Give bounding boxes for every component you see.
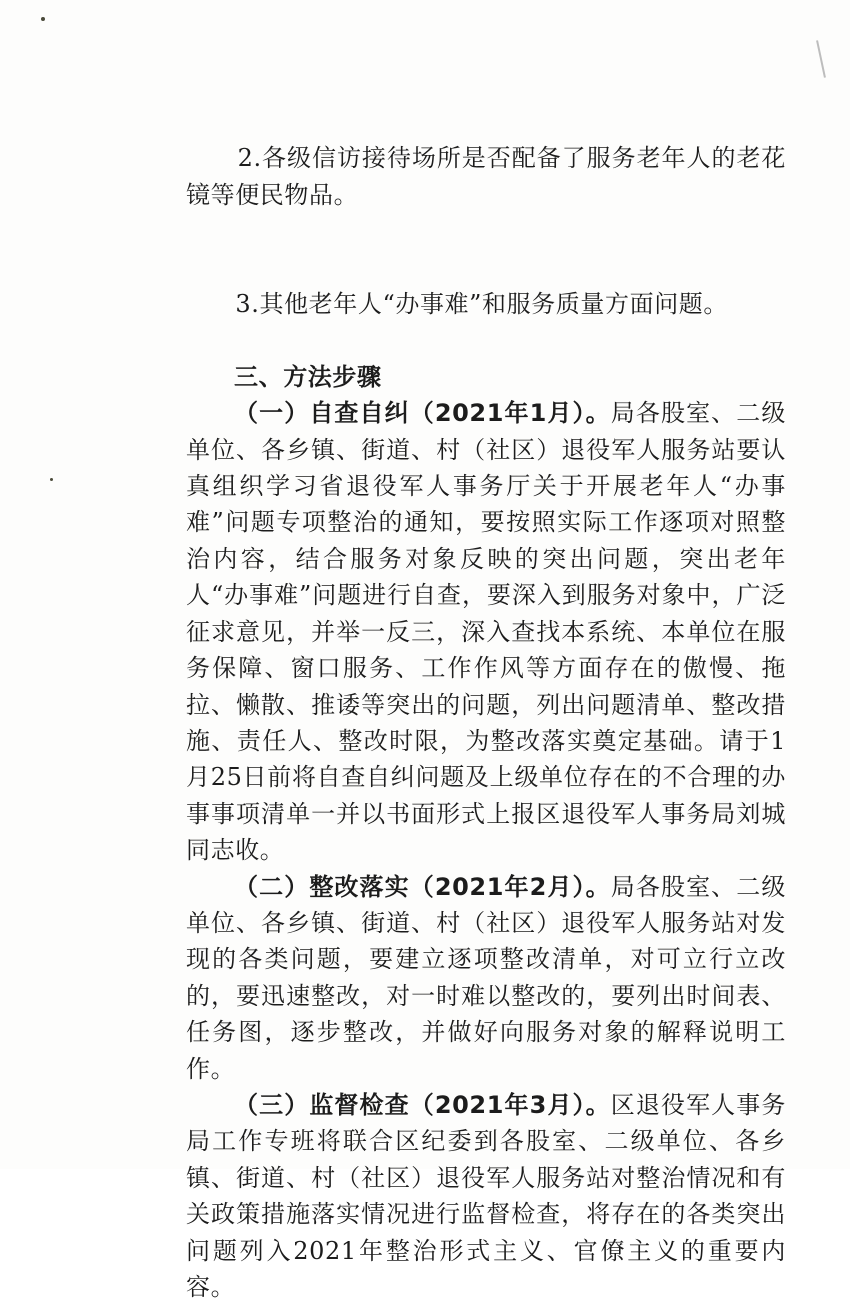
paragraph-text: 区退役军人事务局工作专班将联合区纪委到各股室、二级单位、各乡镇、街道、村（社区）退役军人服务站对整治情况和有关政策措施落实情况进行监督检查，将存在的各类突出问题列入2021年整治形式主义、官僚主义的重要内容。 <box>186 1090 786 1301</box>
paragraph-text: 3.其他老年人“办事难”和服务质量方面问题。 <box>235 290 729 319</box>
section-heading-methods: 三、方法步骤 <box>234 362 382 391</box>
paragraph-item-3 <box>186 250 786 359</box>
paragraph-lead-rectification: （二）整改落实（2021年2月）。 <box>234 872 611 901</box>
paragraph-lead-self-inspection: （一）自查自纠（2021年1月）。 <box>234 399 611 428</box>
paragraph-text: 局各股室、二级单位、各乡镇、街道、村（社区）退役军人服务站对发现的各类问题，要建立逐项整改清单，对可立行立改的，要迅速整改，对一时难以整改的，要列出时间表、任务图，逐步整改，并做好向服务对象的解释说明工作。 <box>186 872 786 1083</box>
paragraph-lead-supervision: （三）监督检查（2021年3月）。 <box>234 1090 611 1119</box>
paragraph-rectification <box>186 869 786 1087</box>
document-body <box>186 104 786 1305</box>
scan-edge-mark <box>816 40 826 78</box>
paragraph-supervision <box>186 1087 786 1305</box>
scan-speck-top-left <box>41 17 45 21</box>
paragraph-self-inspection <box>186 395 786 868</box>
scan-speck-left-middle <box>50 478 53 481</box>
paragraph-item-2 <box>186 104 786 250</box>
paragraph-text: 2.各级信访接待场所是否配备了服务老年人的老花镜等便民物品。 <box>186 144 787 209</box>
paragraph-text: 局各股室、二级单位、各乡镇、街道、村（社区）退役军人服务站要认真组织学习省退役军人事务厅关于开展老年人“办事难”问题专项整治的通知，要按照实际工作逐项对照整治内容，结合服务对象反映的突出问题，突出老年人“办事难”问题进行自查，要深入到服务对象中，广泛征求意见，并举一反三，深入查找本系统、本单位在服务保障、窗口服务、工作作风等方面存在的傲慢、拖拉、懒散、推诿等突出的问题，列出问题清单、整改措施、责任人、整改时限，为整改落实奠定基础。请于1月25日前将自查自纠问题及上级单位存在的不合理的办事事项清单一并以书面形式上报区退役军人事务局刘城同志收。 <box>186 399 786 865</box>
